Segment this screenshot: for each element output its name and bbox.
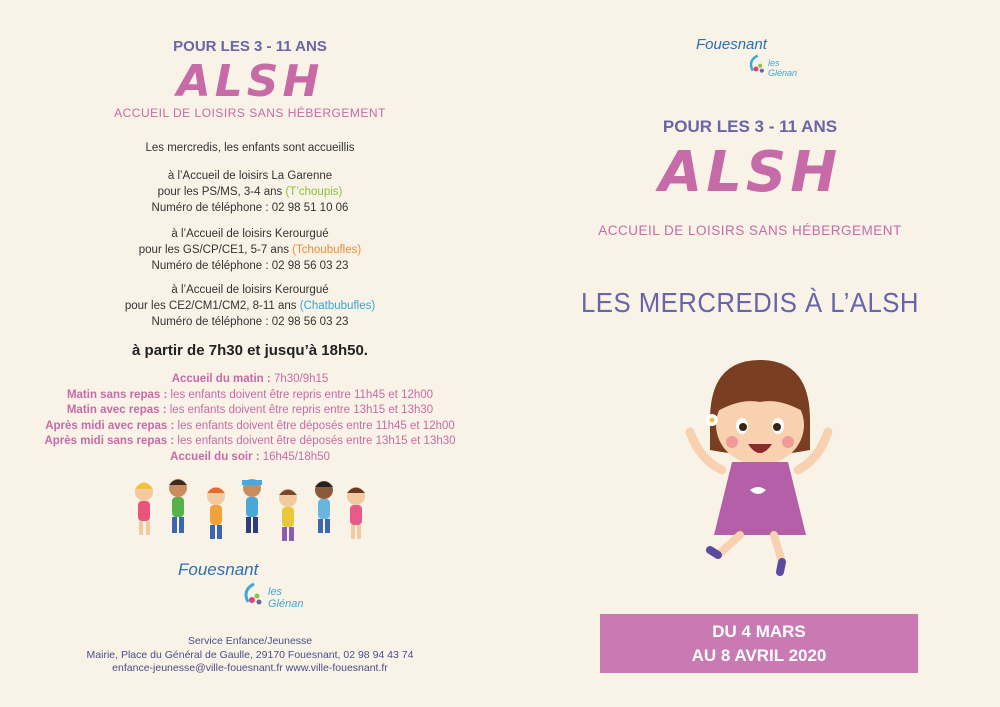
right-panel xyxy=(500,0,1000,707)
site-place: à l’Accueil de loisirs Kerourgué xyxy=(171,228,329,240)
kid-figure xyxy=(315,481,333,533)
schedule-row: Matin avec repas : les enfants doivent être repris entre 13h15 et 13h30 xyxy=(66,404,434,417)
kid-figure xyxy=(135,483,153,536)
contact-links: enfance-jeunesse@ville-fouesnant.fr www.ville-fouesnant.fr xyxy=(112,662,388,674)
schedule-row: Après midi sans repas : les enfants doivent être déposés entre 13h15 et 13h30 xyxy=(44,435,456,448)
site-block xyxy=(0,168,500,216)
group-name: (T’choupis) xyxy=(285,186,343,198)
fouesnant-logo: Fouesnant les Glénan xyxy=(178,560,304,610)
contact-footer xyxy=(0,635,500,676)
alsh-title: ALSH xyxy=(658,140,842,205)
site-block xyxy=(0,226,500,274)
alsh-title: ALSH xyxy=(176,56,324,107)
kid-figure xyxy=(347,487,365,539)
address: Mairie, Place du Général de Gaulle, 29170 Fouesnant, 02 98 94 43 74 xyxy=(86,648,414,661)
site-phone: Numéro de téléphone : 02 98 51 10 06 xyxy=(151,202,349,214)
service-name: Service Enfance/Jeunesse xyxy=(187,635,313,647)
kid-figure xyxy=(207,487,225,539)
alsh-subtitle: ACCUEIL DE LOISIRS SANS HÉBERGEMENT xyxy=(114,106,386,120)
site-phone: Numéro de téléphone : 02 98 56 03 23 xyxy=(151,260,349,272)
date-start: DU 4 MARS xyxy=(712,621,806,641)
kid-figure xyxy=(169,479,187,533)
kid-figure xyxy=(279,489,297,541)
site-place: à l’Accueil de loisirs Kerourgué xyxy=(171,284,329,296)
site-phone: Numéro de téléphone : 02 98 56 03 23 xyxy=(151,316,349,328)
schedule-list xyxy=(0,372,500,466)
intro-text: Les mercredis, les enfants sont accueillis xyxy=(145,142,355,154)
site-for: pour les PS/MS, 3-4 ans (T’choupis) xyxy=(157,186,343,198)
site-place: à l’Accueil de loisirs La Garenne xyxy=(167,170,333,182)
group-name: (Chatbubufles) xyxy=(299,300,376,312)
age-range-heading: POUR LES 3 - 11 ANS xyxy=(173,38,327,55)
age-range-heading: POUR LES 3 - 11 ANS xyxy=(662,117,838,136)
schedule-row: Matin sans repas : les enfants doivent être repris entre 11h45 et 12h00 xyxy=(66,388,434,401)
alsh-subtitle: ACCUEIL DE LOISIRS SANS HÉBERGEMENT xyxy=(598,223,902,238)
site-for: pour les CE2/CM1/CM2, 8-11 ans (Chatbubufles) xyxy=(124,300,376,312)
schedule-row: Après midi avec repas : les enfants doivent être déposés entre 11h45 et 12h00 xyxy=(45,419,455,432)
date-end: AU 8 AVRIL 2020 xyxy=(691,645,827,665)
girl-illustration xyxy=(670,350,840,580)
date-range-banner xyxy=(600,614,918,673)
site-for: pour les GS/CP/CE1, 5-7 ans (Tchoubufles) xyxy=(138,244,362,256)
group-name: (Tchoubufles) xyxy=(292,244,362,256)
schedule-row: Accueil du soir : 16h45/18h50 xyxy=(170,450,330,463)
glenan-logo-icon xyxy=(240,582,264,606)
main-heading: LES MERCREDIS À L’ALSH xyxy=(581,287,919,318)
fouesnant-logo: Fouesnant les Glénan xyxy=(696,36,798,78)
kids-illustration xyxy=(128,474,368,552)
glenan-logo-icon xyxy=(746,54,766,74)
schedule-row: Accueil du matin : 7h30/9h15 xyxy=(171,373,329,385)
opening-hours: à partir de 7h30 et jusqu’à 18h50. xyxy=(132,342,368,359)
kid-figure xyxy=(242,479,262,533)
site-block xyxy=(0,282,500,330)
